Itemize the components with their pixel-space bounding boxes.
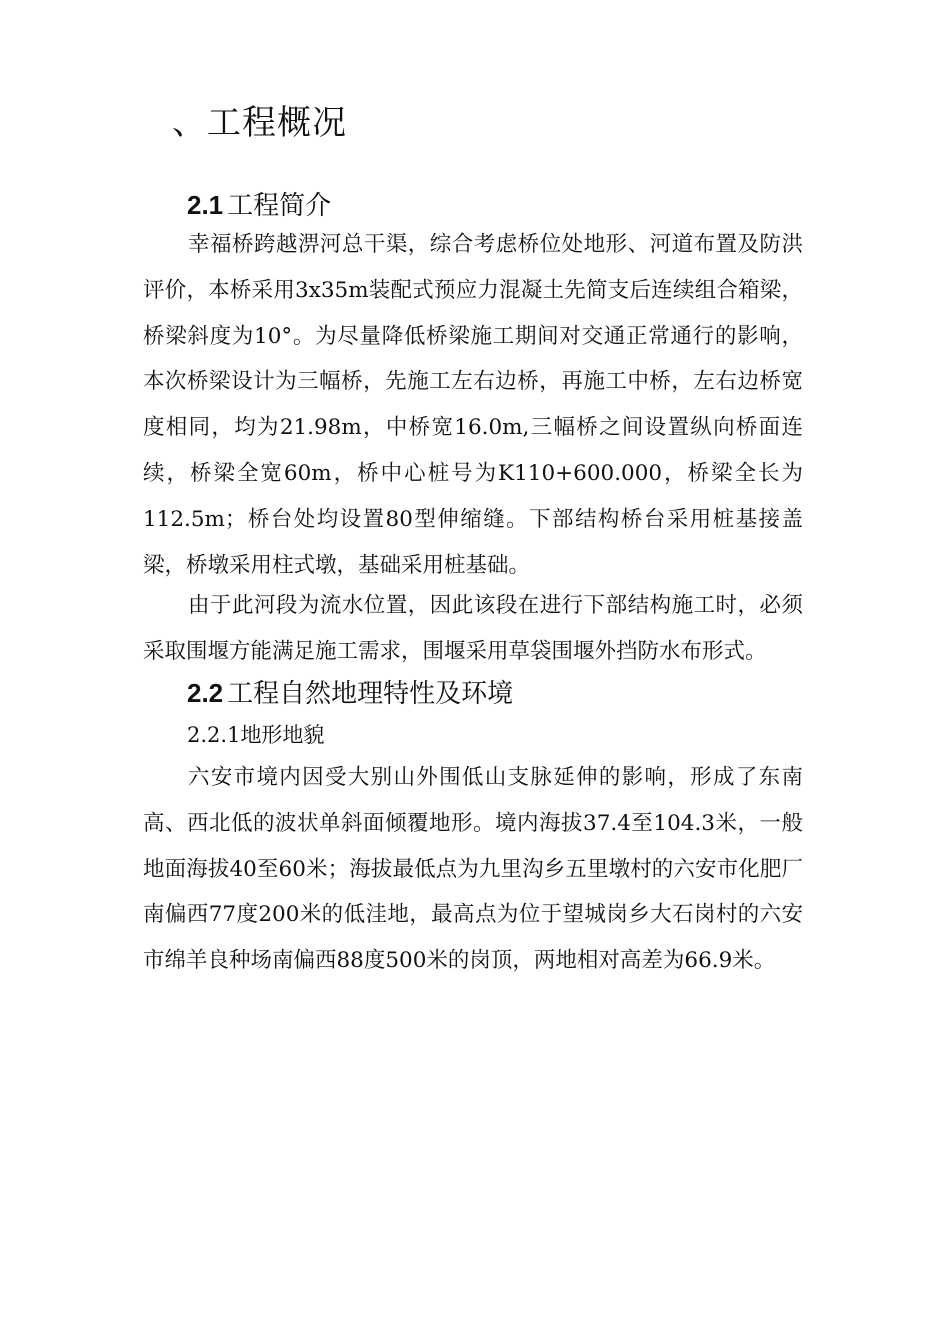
heading-2-1-title: 工程简介: [227, 191, 332, 221]
heading-2-2-title: 工程自然地理特性及环境: [227, 679, 514, 709]
paragraph-2-1-intro: 幸福桥跨越淠河总干渠，综合考虑桥位处地形、河道布置及防洪评价，本桥采用3x35m装配式预应力混凝土先简支后连续组合箱梁，桥梁斜度为10°。为尽量降低桥梁施工期间对交通正常通行的影响，本次桥梁设计为三幅桥，先施工左右边桥，再施工中桥，左右边桥宽度相同，均为21.98m，中桥宽16.0m,三幅桥之间设置纵向桥面连续，桥梁全宽60m，桥中心桩号为K110+600.000，桥梁全长为112.5m；桥台处均设置80型伸缩缝。下部结构桥台采用桩基接盖梁，桥墩采用柱式墩，基础采用桩基础。: [143, 232, 803, 578]
heading-2-1-number: 2.1: [187, 190, 224, 220]
heading-2-2: [187, 673, 513, 714]
heading-2-2-1-title: 地形地貌: [240, 723, 325, 747]
section-title: 、工程概况: [172, 103, 347, 143]
heading-2-2-1-number: 2.2.1: [187, 723, 241, 747]
heading-2-2-1: [187, 717, 324, 753]
heading-2-2-number: 2.2: [187, 678, 224, 708]
paragraph-2-2-1-terrain: 六安市境内因受大别山外围低山支脉延伸的影响，形成了东南高、西北低的波状单斜面倾覆地形。境内海拔37.4至104.3米，一般地面海拔40至60米；海拔最低点为九里沟乡五里墩村的六安市化肥厂南偏西77度200米的低洼地，最高点为位于望城岗乡大石岗村的六安市绵羊良种场南偏西88度500米的岗顶，两地相对高差为66.9米。: [143, 765, 803, 974]
paragraph-2-1-cofferdam: 由于此河段为流水位置，因此该段在进行下部结构施工时，必须采取围堰方能满足施工需求，围堰采用草袋围堰外挡防水布形式。: [143, 593, 803, 664]
heading-2-1: [187, 185, 331, 226]
